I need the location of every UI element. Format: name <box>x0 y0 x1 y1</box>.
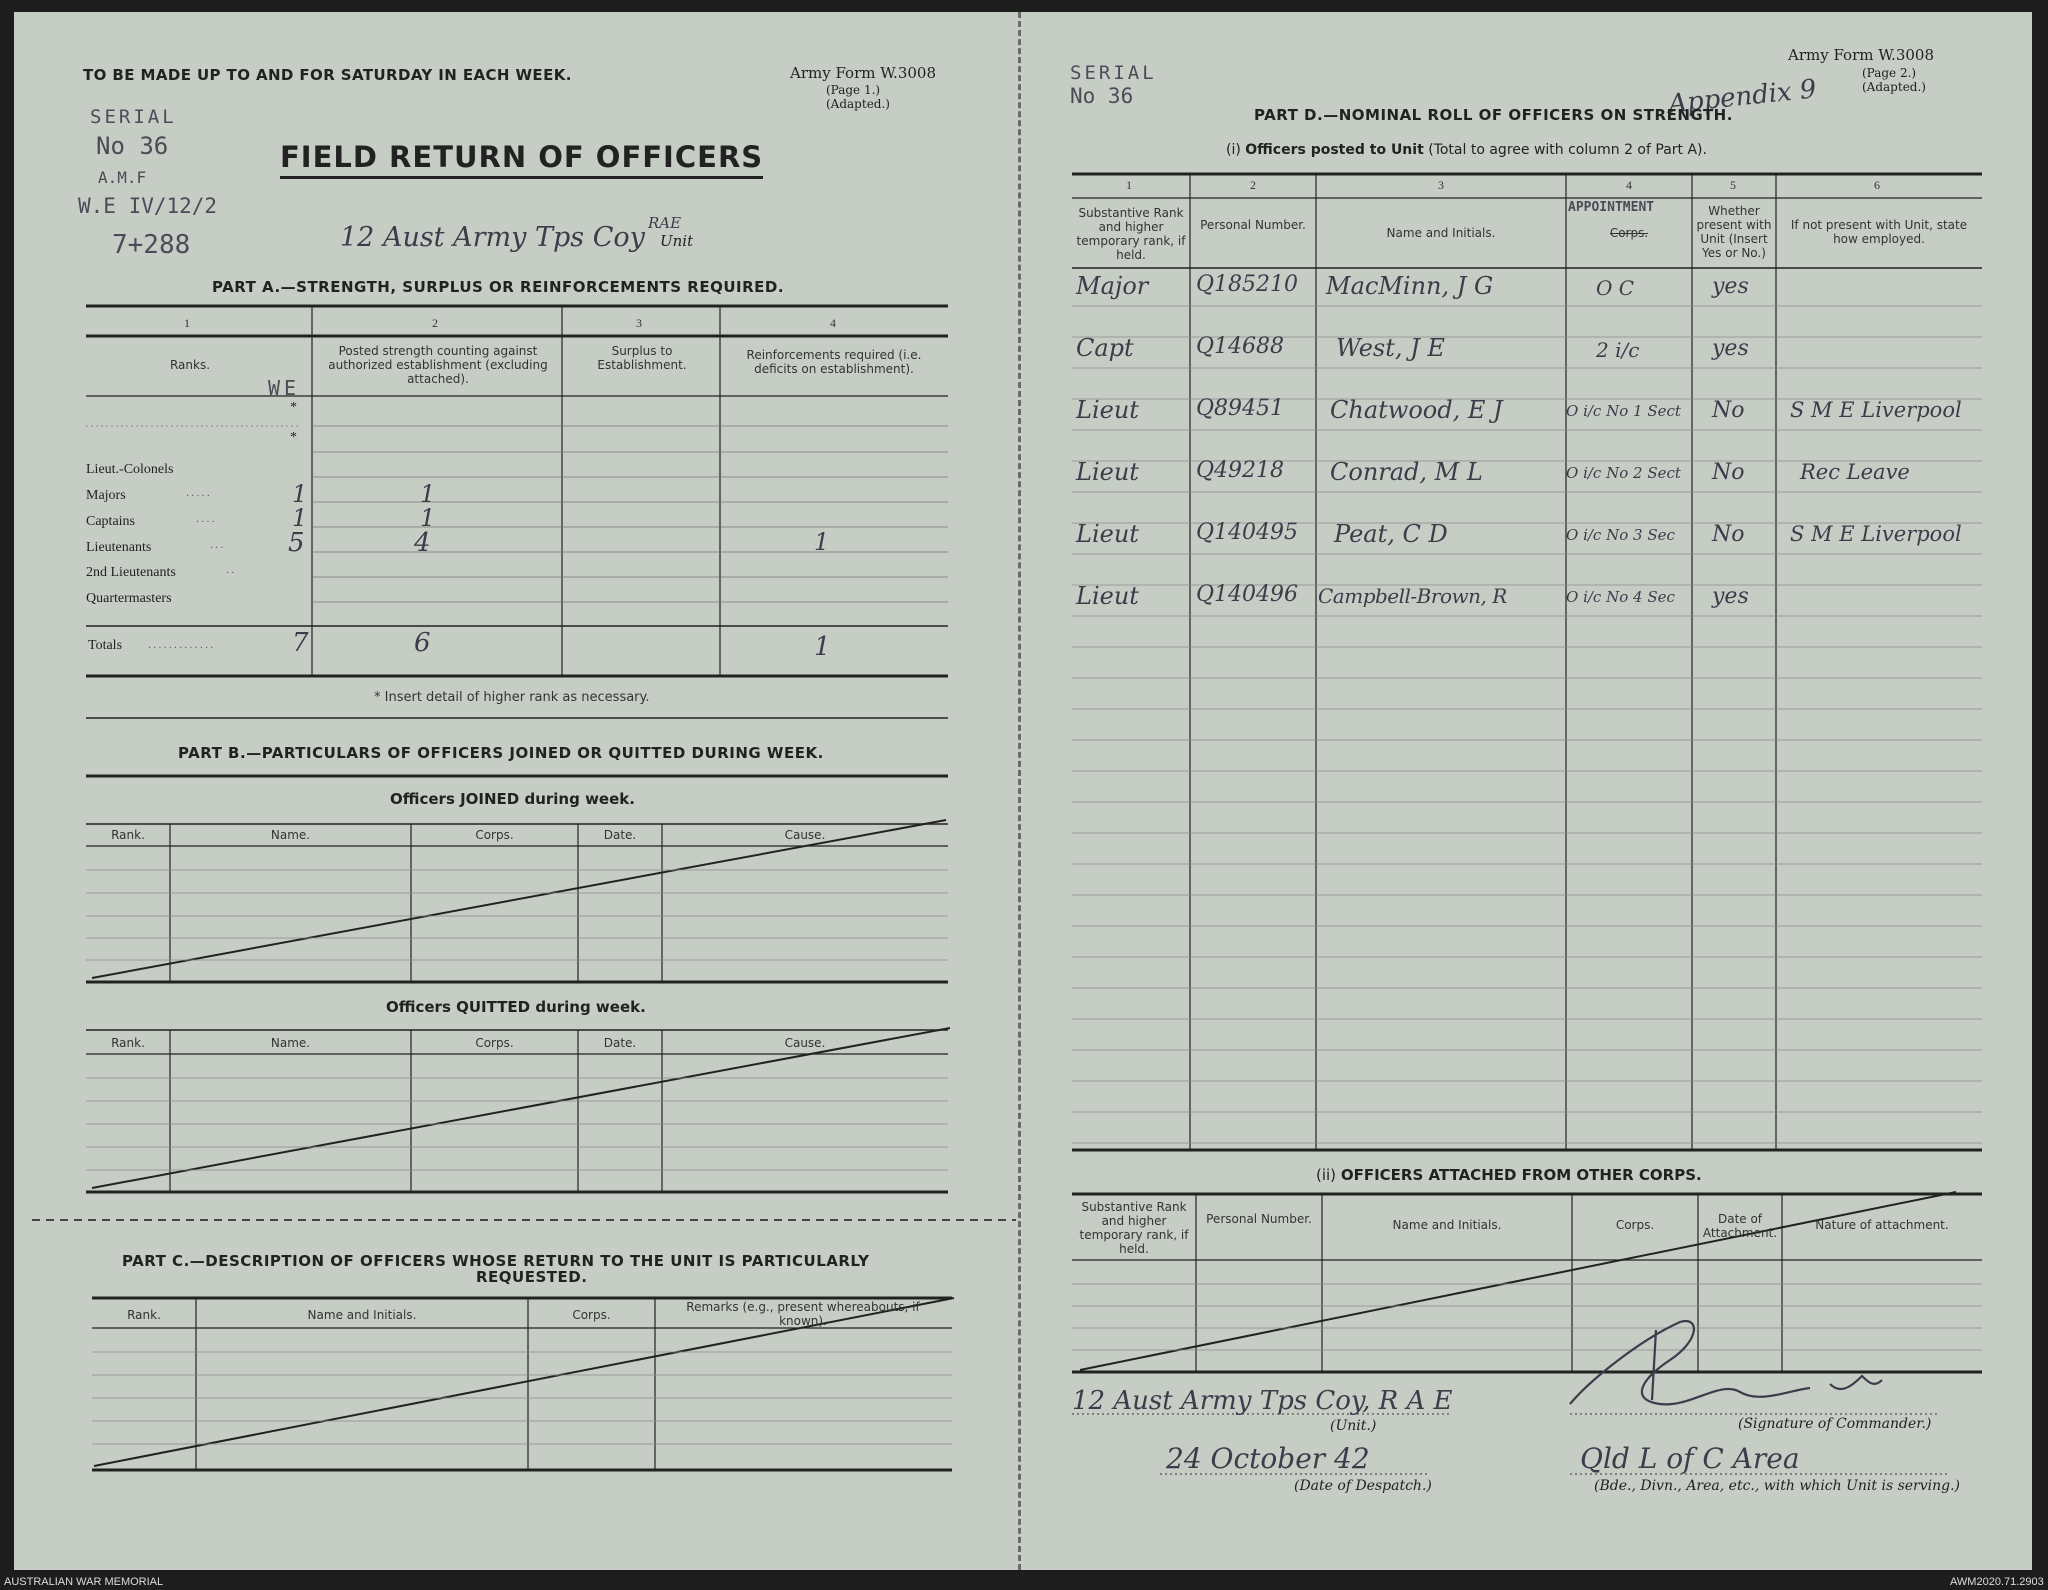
roll-row-1-present: yes <box>1712 274 1749 299</box>
part-c-col-rank: Rank. <box>127 1308 161 1322</box>
roll-row-2-appt: 2 i/c <box>1596 338 1640 362</box>
star-row-1: * <box>290 400 297 415</box>
star-row-2: * <box>290 430 297 445</box>
serial-stamp: SERIAL <box>90 106 177 128</box>
quitted-col-rank: Rank. <box>111 1036 145 1050</box>
margin-note-3: 7+288 <box>112 230 191 260</box>
appointment-stamp: APPOINTMENT <box>1568 200 1655 215</box>
signature-label: (Signature of Commander.) <box>1738 1416 1932 1432</box>
form-number-right: Army Form W.3008 <box>1788 46 1934 64</box>
rank-lieutenants: Lieutenants <box>86 540 152 555</box>
part-d-colnum-6: 6 <box>1874 178 1880 192</box>
joined-col-date: Date. <box>603 828 637 842</box>
quitted-title: Officers QUITTED during week. <box>386 998 646 1016</box>
roll-row-4-name: Conrad, M L <box>1330 458 1483 486</box>
part-a-header-posted: Posted strength counting against authorized establishment (excluding attached). <box>328 344 548 386</box>
part-a-colnum-1: 1 <box>184 316 190 330</box>
totals-reinf: 1 <box>814 632 831 662</box>
despatch-date-label: (Date of Despatch.) <box>1294 1478 1432 1494</box>
attached-header-nature: Nature of attachment. <box>1815 1218 1949 1232</box>
part-d-header-corps: Corps. <box>1609 226 1649 240</box>
part-d-colnum-5: 5 <box>1730 178 1736 192</box>
unit-handwritten-right: 12 Aust Army Tps Coy, R A E <box>1072 1386 1453 1416</box>
rank-majors: Majors <box>86 488 126 503</box>
roll-row-3-appt: O i/c No 1 Sect <box>1566 402 1681 420</box>
page-title: FIELD RETURN OF OFFICERS <box>280 140 763 179</box>
roll-row-5-present: No <box>1712 522 1745 547</box>
we-lieutenants: 5 <box>288 528 305 558</box>
we-mark: WE <box>268 376 301 400</box>
serial-stamp-right: SERIAL <box>1070 62 1157 84</box>
part-b-title: PART B.—PARTICULARS OF OFFICERS JOINED OR QUITTED DURING WEEK. <box>178 744 824 762</box>
part-d-header-name: Name and Initials. <box>1386 226 1496 240</box>
instruction-text: TO BE MADE UP TO AND FOR SATURDAY IN EACH WEEK. <box>83 66 572 84</box>
quitted-col-cause: Cause. <box>784 1036 826 1050</box>
serial-number-stamp: No 36 <box>96 132 169 160</box>
joined-col-rank: Rank. <box>111 828 145 842</box>
roll-row-6-number: Q140496 <box>1196 582 1299 607</box>
part-d-colnum-3: 3 <box>1438 178 1444 192</box>
roll-row-4-appt: O i/c No 2 Sect <box>1566 464 1681 482</box>
totals-label: Totals <box>88 638 123 653</box>
joined-title: Officers JOINED during week. <box>390 790 635 808</box>
part-d-header-employed: If not present with Unit, state how employed. <box>1790 218 1968 246</box>
joined-col-corps: Corps. <box>475 828 514 842</box>
reinf-lieutenants: 1 <box>814 528 830 556</box>
attached-header-corps: Corps. <box>1615 1218 1655 1232</box>
rank-quartermasters: Quartermasters <box>86 591 172 606</box>
quitted-col-corps: Corps. <box>475 1036 514 1050</box>
unit-handwritten: 12 Aust Army Tps Coy <box>340 222 645 253</box>
joined-col-cause: Cause. <box>784 828 826 842</box>
area-label: (Bde., Divn., Area, etc., with which Unit is serving.) <box>1594 1478 1961 1494</box>
roll-row-4-rank: Lieut <box>1076 458 1139 486</box>
appendix-handwritten: Appendix 9 <box>1666 74 1818 120</box>
roll-row-4-number: Q49218 <box>1196 458 1285 483</box>
part-c-title-line-2: REQUESTED. <box>476 1268 588 1286</box>
roll-row-3-present: No <box>1712 398 1745 423</box>
roll-row-6-appt: O i/c No 4 Sec <box>1566 588 1675 606</box>
roll-row-5-employed: S M E Liverpool <box>1790 522 1962 546</box>
joined-col-name: Name. <box>270 828 311 842</box>
part-d-title: PART D.—NOMINAL ROLL OF OFFICERS ON STRENGTH. <box>1254 106 1733 124</box>
roll-row-2-present: yes <box>1712 336 1749 361</box>
roll-row-3-name: Chatwood, E J <box>1330 396 1503 424</box>
part-a-header-ranks: Ranks. <box>169 358 211 372</box>
part-a-header-reinforcements: Reinforcements required (i.e. deficits on establishment). <box>746 348 922 376</box>
part-d-header-rank: Substantive Rank and higher temporary rank, if held. <box>1076 206 1186 262</box>
roll-row-1-name: MacMinn, J G <box>1326 272 1494 300</box>
sub-ii-heading <box>1316 1166 1702 1184</box>
footer-accession: AWM2020.71.2903 <box>1950 1576 2044 1588</box>
area-handwritten: Qld L of C Area <box>1580 1442 1800 1475</box>
margin-note-1: A.M.F <box>98 168 147 187</box>
roll-lines <box>1072 306 1982 1143</box>
footer-credit: AUSTRALIAN WAR MEMORIAL <box>4 1576 164 1588</box>
we-majors: 1 <box>292 480 308 508</box>
we-captains: 1 <box>292 504 308 532</box>
sub-i-prefix: (i) <box>1226 142 1241 158</box>
attached-header-date: Date of Attachment. <box>1702 1212 1778 1240</box>
part-a-footnote: * Insert detail of higher rank as necessary. <box>374 690 650 705</box>
part-a-colnum-3: 3 <box>636 316 642 330</box>
unit-rae: RAE <box>648 214 682 232</box>
part-d-header-present: Whether present with Unit (Insert Yes or No.) <box>1696 204 1772 260</box>
unit-label: Unit <box>660 232 694 250</box>
part-c-col-name: Name and Initials. <box>307 1308 417 1322</box>
part-d-header-number: Personal Number. <box>1200 218 1306 232</box>
sub-ii-prefix: (ii) <box>1316 1166 1337 1184</box>
sub-ii-title: OFFICERS ATTACHED FROM OTHER CORPS. <box>1340 1166 1702 1184</box>
rank-captains: Captains <box>86 514 135 529</box>
adapted-note: (Adapted.) <box>826 97 890 111</box>
roll-row-5-appt: O i/c No 3 Sec <box>1566 526 1675 544</box>
roll-row-5-rank: Lieut <box>1076 520 1139 548</box>
serial-number-stamp-right: No 36 <box>1070 84 1134 108</box>
sub-i-bold: Officers posted to Unit <box>1245 142 1424 158</box>
commander-signature <box>1570 1321 1882 1404</box>
margin-note-2: W.E IV/12/2 <box>78 194 218 218</box>
roll-row-4-employed: Rec Leave <box>1800 460 1910 484</box>
roll-row-3-number: Q89451 <box>1196 396 1285 421</box>
quitted-col-date: Date. <box>603 1036 637 1050</box>
part-d-colnum-1: 1 <box>1126 178 1132 192</box>
page-number: (Page 1.) <box>826 83 881 97</box>
part-c-title-line-1: PART C.—DESCRIPTION OF OFFICERS WHOSE RETURN TO THE UNIT IS PARTICULARLY <box>122 1252 870 1270</box>
roll-row-6-name: Campbell-Brown, R <box>1318 584 1507 608</box>
posted-lieutenants: 4 <box>414 528 431 558</box>
quitted-col-name: Name. <box>270 1036 311 1050</box>
rank-2nd-lieutenants: 2nd Lieutenants <box>86 565 176 580</box>
part-a-header-surplus: Surplus to Establishment. <box>597 344 687 372</box>
totals-we: 7 <box>292 628 309 658</box>
roll-row-1-rank: Major <box>1076 272 1149 300</box>
totals-posted: 6 <box>414 628 431 658</box>
roll-row-6-present: yes <box>1712 584 1749 609</box>
part-d-colnum-4: 4 <box>1626 178 1632 192</box>
despatch-date-handwritten: 24 October 42 <box>1166 1442 1370 1475</box>
roll-row-2-rank: Capt <box>1076 334 1134 362</box>
part-a-colnum-4: 4 <box>830 316 836 330</box>
sub-i-rest: (Total to agree with column 2 of Part A). <box>1428 142 1707 158</box>
roll-row-3-employed: S M E Liverpool <box>1790 398 1962 422</box>
roll-row-1-number: Q185210 <box>1196 272 1299 297</box>
unit-label-right: (Unit.) <box>1330 1418 1377 1434</box>
roll-row-5-name: Peat, C D <box>1334 520 1448 548</box>
attached-header-rank: Substantive Rank and higher temporary rank, if held. <box>1079 1200 1189 1256</box>
page-number-right: (Page 2.) <box>1862 66 1917 80</box>
part-c-col-remarks: Remarks (e.g., present whereabouts, if known). <box>686 1300 920 1328</box>
adapted-note-right: (Adapted.) <box>1862 80 1926 94</box>
roll-row-4-present: No <box>1712 460 1745 485</box>
roll-row-3-rank: Lieut <box>1076 396 1139 424</box>
part-d-colnum-2: 2 <box>1250 178 1256 192</box>
roll-row-6-rank: Lieut <box>1076 582 1139 610</box>
posted-captains: 1 <box>420 504 436 532</box>
roll-row-2-number: Q14688 <box>1196 334 1285 359</box>
roll-row-5-number: Q140495 <box>1196 520 1299 545</box>
part-a-colnum-2: 2 <box>432 316 438 330</box>
roll-row-2-name: West, J E <box>1336 334 1445 362</box>
part-c-col-corps: Corps. <box>572 1308 611 1322</box>
roll-row-1-appt: O C <box>1596 276 1635 300</box>
attached-header-number: Personal Number. <box>1206 1212 1312 1226</box>
form-number: Army Form W.3008 <box>790 64 936 82</box>
posted-majors: 1 <box>420 480 436 508</box>
rank-lieut-colonels: Lieut.-Colonels <box>86 462 174 477</box>
attached-header-name: Name and Initials. <box>1392 1218 1502 1232</box>
part-a-title: PART A.—STRENGTH, SURPLUS OR REINFORCEMENTS REQUIRED. <box>212 278 785 296</box>
